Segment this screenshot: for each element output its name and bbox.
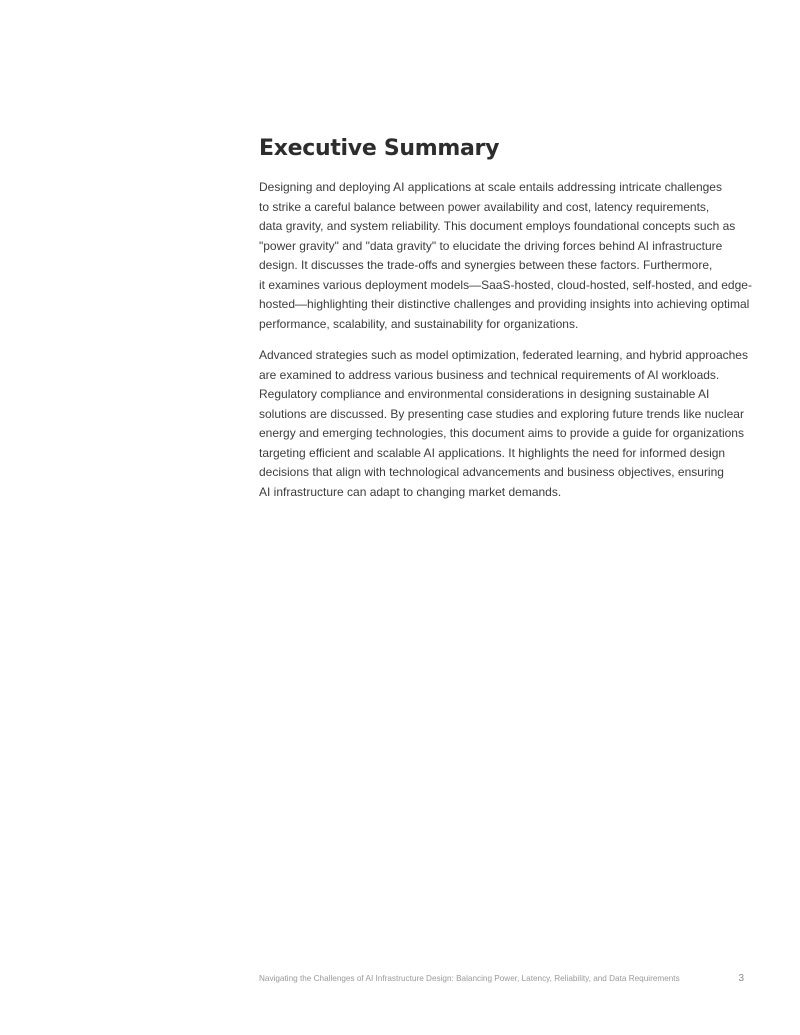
footer-document-title: Navigating the Challenges of AI Infrastructure Design: Balancing Power, Latency, Reliability, and Data Requirements	[259, 974, 680, 983]
paragraph-line: AI infrastructure can adapt to changing market demands.	[259, 484, 562, 499]
paragraph-2	[259, 346, 749, 502]
page-footer	[259, 973, 744, 984]
main-content	[259, 134, 752, 502]
paragraph-line: Regulatory compliance and environmental considerations in designing sustainable AI	[259, 387, 710, 401]
paragraph-line: "power gravity" and "data gravity" to elucidate the driving forces behind AI infrastructure	[259, 238, 723, 253]
paragraph-line: to strike a careful balance between power availability and cost, latency requirements,	[259, 199, 710, 214]
page-title: Executive Summary	[259, 136, 500, 161]
paragraph-line: hosted—highlighting their distinctive challenges and providing insights into achieving optimal	[259, 297, 750, 311]
paragraph-line: it examines various deployment models—SaaS-hosted, cloud-hosted, self-hosted, and edge-	[259, 277, 752, 292]
paragraph-line: decisions that align with technological advancements and business objectives, ensuring	[259, 465, 724, 479]
page-number: 3	[738, 973, 744, 984]
paragraph-line: design. It discusses the trade-offs and synergies between these factors. Furthermore,	[259, 258, 713, 272]
paragraph-line: Designing and deploying AI applications at scale entails addressing intricate challenges	[259, 180, 722, 194]
paragraph-line: performance, scalability, and sustainability for organizations.	[259, 316, 579, 331]
paragraph-line: energy and emerging technologies, this document aims to provide a guide for organizations	[259, 426, 744, 440]
paragraph-line: are examined to address various business and technical requirements of AI workloads.	[259, 367, 720, 382]
paragraph-line: data gravity, and system reliability. This document employs foundational concepts such as	[259, 219, 736, 233]
paragraph-line: targeting efficient and scalable AI applications. It highlights the need for informed design	[259, 445, 726, 460]
paragraph-line: solutions are discussed. By presenting case studies and exploring future trends like nuclear	[259, 406, 744, 421]
paragraph-1	[259, 178, 752, 334]
paragraph-line: Advanced strategies such as model optimization, federated learning, and hybrid approaches	[259, 348, 748, 362]
